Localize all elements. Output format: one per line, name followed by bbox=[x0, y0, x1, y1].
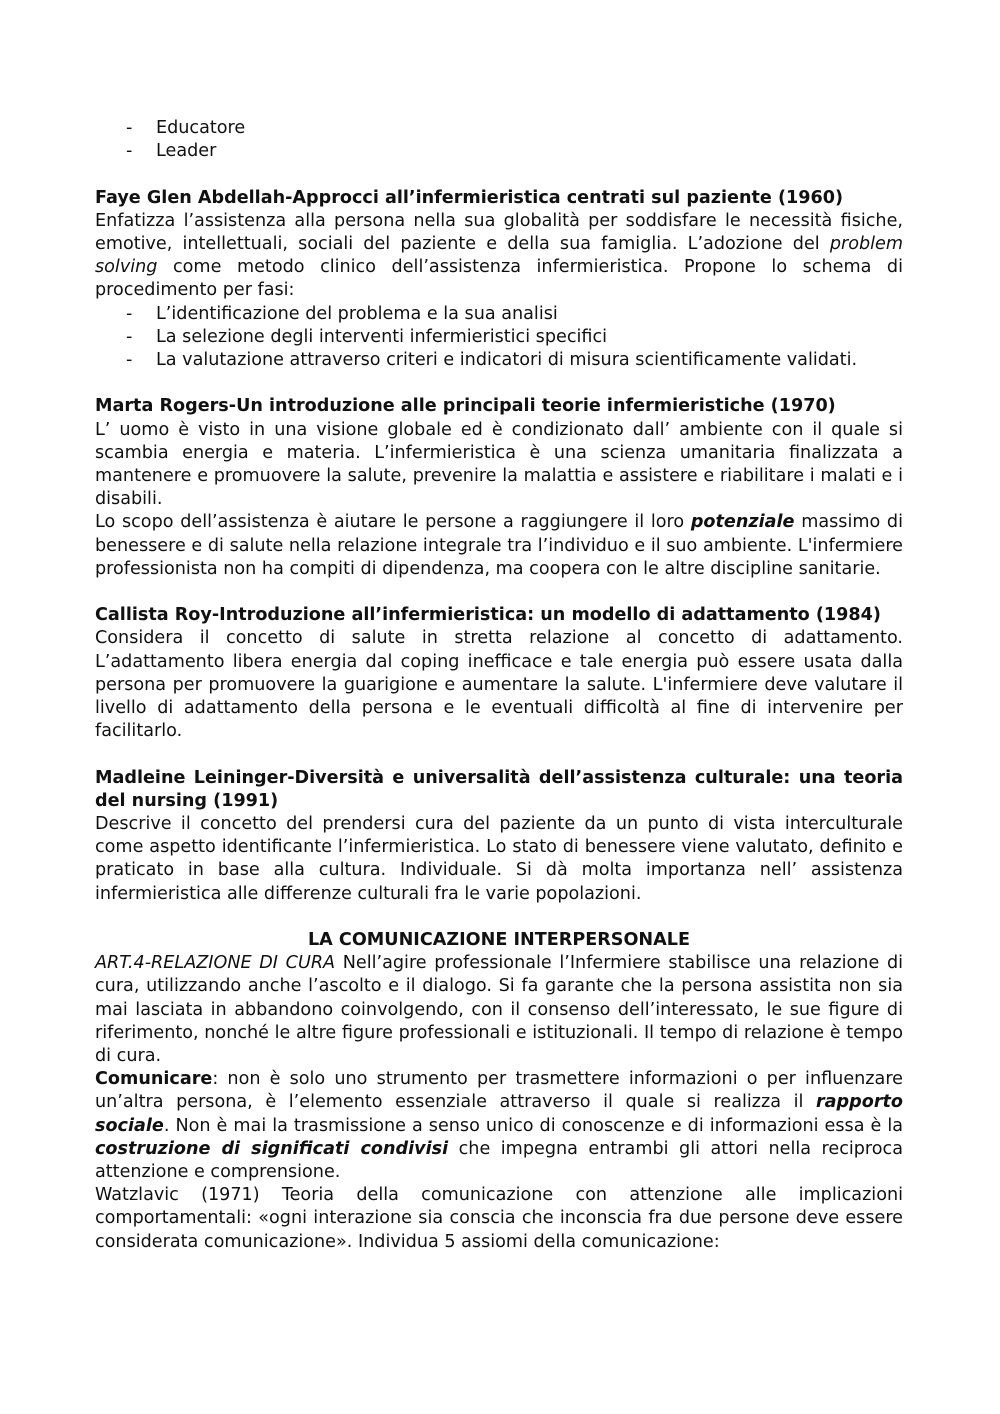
watzlavic-paragraph: Watzlavic (1971) Teoria della comunicazione con attenzione alle implicazioni comportamentali: «ogni interazione sia conscia che inconscia fra due persone deve essere considerata comunicazione». Individua 5 assiomi della comunicazione: bbox=[95, 1185, 903, 1252]
list-item: - La selezione degli interventi infermieristici specifici bbox=[95, 326, 903, 349]
abdellah-phase-list bbox=[95, 303, 903, 373]
section-title-abdellah: Faye Glen Abdellah-Approcci all’infermieristica centrati sul paziente (1960) bbox=[95, 187, 844, 208]
rogers-paragraph-2: Lo scopo dell’assistenza è aiutare le persone a raggiungere il loro potenziale massimo di benessere e di salute nella relazione integrale tra l’individuo e il suo ambiente. L'infermiere professionista non ha compiti di dipendenza, ma coopera con le altre discipline sanitarie. bbox=[95, 512, 903, 579]
list-item: - L’identificazione del problema e la sua analisi bbox=[95, 303, 903, 326]
section-title-roy: Callista Roy-Introduzione all’infermieristica: un modello di adattamento (1984) bbox=[95, 605, 881, 626]
list-item: - Leader bbox=[95, 140, 903, 163]
leininger-paragraph: Descrive il concetto del prendersi cura del paziente da un punto di vista interculturale come aspetto identificante l’infermieristica. Lo stato di benessere viene valutato, definito e praticato in base alla cultura. Individuale. Si dà molta importanza nell’ assistenza infermieristica alle differenze culturali fra le varie popolazioni. bbox=[95, 814, 903, 904]
document-page bbox=[95, 117, 903, 1254]
roy-paragraph: Considera il concetto di salute in stretta relazione al concetto di adattamento. L’adattamento libera energia dal coping inefficace e tale energia può essere usata dalla persona per promuovere la guarigione e aumentare la salute. L'infermiere deve valutare il livello di adattamento della persona e le eventuali difficoltà al fine di intervenire per facilitarlo. bbox=[95, 628, 903, 742]
section-title-comunicazione: LA COMUNICAZIONE INTERPERSONALE bbox=[307, 930, 691, 951]
comunicare-paragraph: Comunicare: non è solo uno strumento per trasmettere informazioni o per influenzare un’altra persona, è l’elemento essenziale attraverso il quale si realizza il rapporto sociale. Non è mai la trasmissione a senso unico di conoscenze e di informazioni essa è la costruzione di significati condivisi che impegna entrambi gli attori nella reciproca attenzione e comprensione. bbox=[95, 1069, 903, 1183]
list-item: - Educatore bbox=[95, 117, 903, 140]
list-item: - La valutazione attraverso criteri e indicatori di misura scientificamente validati. bbox=[95, 349, 903, 372]
top-bullet-list bbox=[95, 117, 903, 163]
abdellah-paragraph: Enfatizza l’assistenza alla persona nella sua globalità per soddisfare le necessità fisiche, emotive, intellettuali, sociali del paziente e della sua famiglia. L’adozione del problem solving come metodo clinico dell’assistenza infermieristica. Propone lo schema di procedimento per fasi: bbox=[95, 210, 903, 301]
rogers-paragraph-1: L’ uomo è visto in una visione globale ed è condizionato dall’ ambiente con il quale si scambia energia e materia. L’infermieristica è una scienza umanitaria finalizzata a mantenere e promuovere la salute, prevenire la malattia e assistere e riabilitare i malati e i disabili. bbox=[95, 419, 903, 510]
art4-paragraph: ART.4-RELAZIONE DI CURA Nell’agire professionale l’Infermiere stabilisce una relazione di cura, utilizzando anche l’ascolto e il dialogo. Si fa garante che la persona assistita non sia mai lasciata in abbandono coinvolgendo, con il consenso dell’interessato, le sue figure di riferimento, nonché le altre figure professionali e istituzionali. Il tempo di relazione è tempo di cura. bbox=[95, 953, 903, 1067]
section-title-rogers: Marta Rogers-Un introduzione alle principali teorie infermieristiche (1970) bbox=[95, 396, 836, 417]
section-title-leininger: Madleine Leininger-Diversità e universalità dell’assistenza culturale: una teoria del nursing (1991) bbox=[95, 767, 903, 811]
